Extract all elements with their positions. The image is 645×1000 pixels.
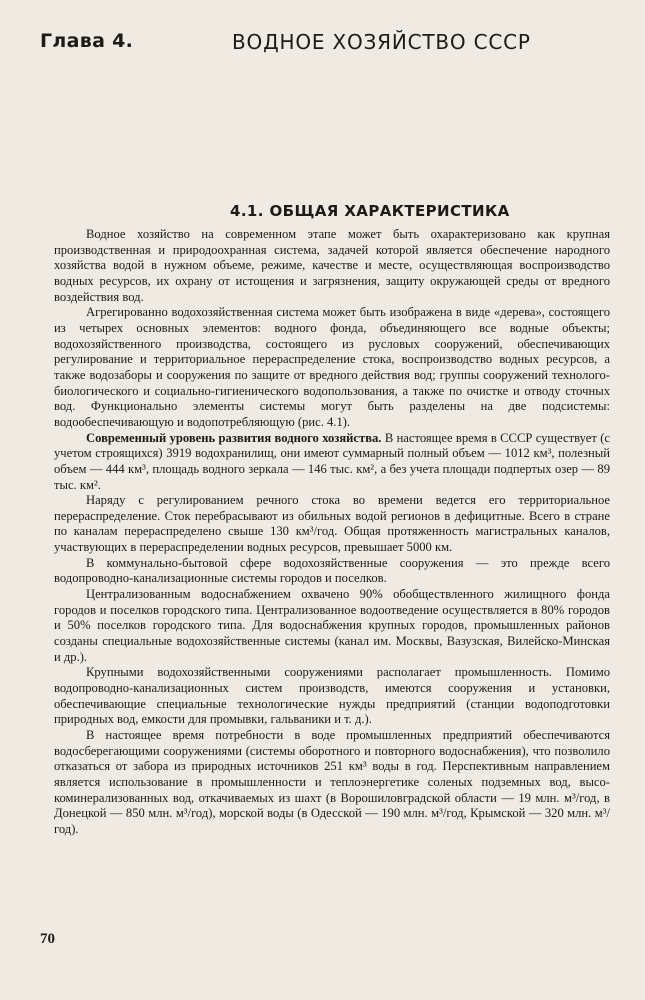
paragraph: Крупными водохозяйственными сооружениями располагает промышленность. Помимо водопроводно-канализационных систем производств, имеются сооружения и установки, обеспечивающие специальные технологические нужды предприятий (станции водоподготовки природных вод, емкости для промывки, гальваники и т. д.).	[54, 665, 610, 727]
paragraph: В настоящее время потребности в воде промышленных предприятий обеспечиваются водосберегающими сооружениями (системы оборотного и повторного водоснабжения), что позволило отказаться от забора из природных источников 251 км³ воды в год. Перспективным направлением является использование в промышленности и теплоэнергетике соленых подземных вод, высокоминерализованных вод, откачиваемых из шахт (в Ворошиловградской области — 19 млн. м³/год, в Донецкой — 850 млн. м³/год), морской воды (в Одесской — 190 млн. м³/год, Крымской — 320 млн. м³/год).	[54, 728, 610, 836]
paragraph: Наряду с регулированием речного стока во времени ведется его территориальное перераспределение. Сток перебрасывают из обильных водой регионов в дефицитные. Всего в стране по каналам перераспределено свыше 130 км³/год. Общая протяженность магистральных каналов, участвующих в перераспределении водных ресурсов, превышает 5000 км.	[54, 493, 610, 555]
paragraph: В коммунально-бытовой сфере водохозяйственные сооружения — это прежде всего водопроводно-канализационные системы городов и поселков.	[54, 555, 610, 586]
paragraph: Централизованным водоснабжением охвачено 90% обобществленного жилищного фонда городов и поселков городского типа. Централизованное водоотведение осуществляется в 80% городов и 50% поселков городского типа. Для водоснабжения крупных городов, промышленных районов созданы специальные водохозяйственные системы (канал им. Москвы, Вазузская, Вилейско-Минская и др.).	[54, 587, 610, 664]
paragraph-text: В настоящее время в СССР существует (с учетом строящихся) 3919 водохранилищ, они имеют суммарный полный объем — 1012 км³, полезный объем — 444 км³, площадь водного зеркала — 146 тыс. км², а без учета площади подпертых озер — 89 тыс. км².	[54, 430, 610, 492]
paragraph	[54, 431, 610, 494]
section-title: 4.1. ОБЩАЯ ХАРАКТЕРИСТИКА	[230, 202, 510, 220]
chapter-label: Глава 4.	[40, 30, 134, 52]
paragraph-heading: Современный уровень развития водного хозяйства.	[86, 430, 382, 445]
body-text	[54, 227, 610, 838]
paragraph: Агрегированно водохозяйственная система может быть изображена в виде «дерева», состоящего из четырех основных элементов: водного фонда, объединяющего все водные объекты; водохозяйственного производства, состоящего из русловых сооружений, обеспечивающих регулирование и территориальное перераспределение стока, воспроизводство водных ресурсов, а также водозаборы и сооружения по защите от вредного действия вод; группы сооружений технолого-биологического и социально-гигиенического водопользования, а также по очистке и отводу сточных вод. Функционально элементы системы могут быть разделены на две подсистемы: водообеспечивающую и водопотребляющую (рис. 4.1).	[54, 305, 610, 429]
chapter-title: ВОДНОЕ ХОЗЯЙСТВО СССР	[232, 30, 531, 54]
paragraph: Водное хозяйство на современном этапе может быть охарактеризовано как крупная производственная и природоохранная система, задачей которой является обеспечение народного хозяйства водой в нужном объеме, режиме, качестве и месте, осуществляющая воспроизводство водных ресурсов, их охрану от истощения и загрязнения, защиту окружающей среды от вредного воздействия вод.	[54, 227, 610, 304]
page-number: 70	[40, 931, 55, 947]
